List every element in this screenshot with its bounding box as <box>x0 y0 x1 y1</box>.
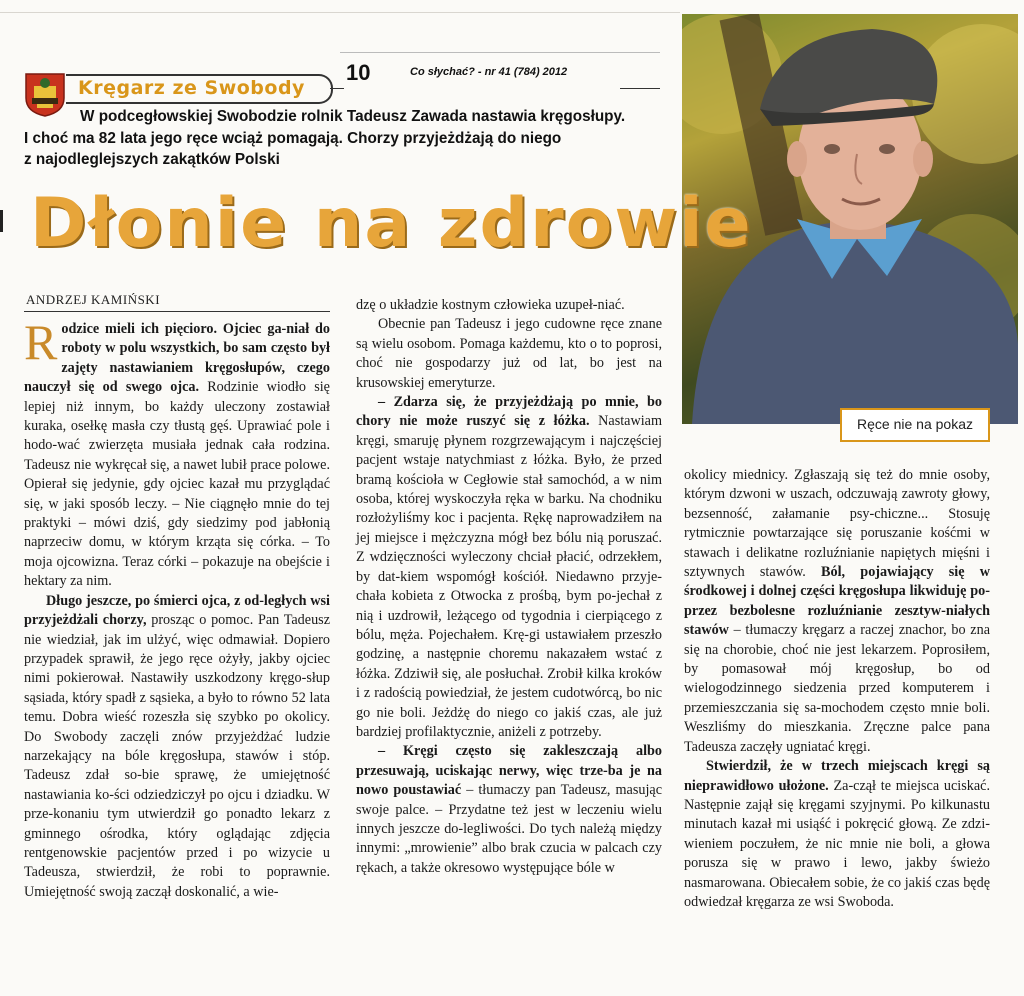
lead-line-3: z najodleglejszych zakątków Polski <box>24 151 280 168</box>
paragraph-text: – tłumaczy pan Tadeusz, masując swoje palce. – Przydatne też jest w leczeniu wielu innych jeszcze do-legliwości. Do tych należą między innymi: „mrowienie” albo brak czucia w palcach czy rękach, a także okresowo występujące bóle w <box>356 782 663 876</box>
paragraph-text: Rodzinie wiodło się lepiej niż innym, bo każdy uleczony zostawiał kuraka, osełkę masła czy tłustą gęś. Uprawiać pole i hodo-wać zwierzęta musiała jednak cała rodzina. Tadeusz nie wykręcał się, a nawet lubił prace polowe. Opierał się jedynie, gdy ojciec kazał mu przyglądać się, w jaki sposób leczy. – Nie ciągnęło mnie do tej praktyki – mówi dziś, gdy siedzimy pod jabłonią naprzeciw domu, w którym krząta się córka. – To moja ojcowizna. Teraz córki – pokazuje na obejście i hektary za nim. <box>24 379 330 590</box>
section-label <box>66 74 333 104</box>
paragraph <box>24 592 330 903</box>
headline: Dłonie na zdrowie <box>30 184 753 263</box>
article-lead <box>24 106 664 171</box>
paragraph <box>356 742 662 878</box>
paragraph <box>356 393 662 742</box>
paragraph: dzę o układzie kostnym człowieka uzupeł-niać. <box>356 297 625 313</box>
article-column-3 <box>684 466 990 912</box>
byline: ANDRZEJ KAMIŃSKI <box>26 292 161 307</box>
byline-rule <box>24 311 330 312</box>
drop-cap: R <box>24 314 58 370</box>
paragraph-text: okolicy miednicy. Zgłaszają się też do mnie osoby, którym dzwoni w uszach, odczuwają zawroty głowy, bezsenność, załamanie psy-chiczne... Stosuję rytmicznie powtarzające się poruszanie kośćmi w stawach i delikatne rozluźnianie napiętych mięśni i sztywnych stawów. <box>684 467 990 581</box>
lead-line-2: I choć ma 82 lata jego ręce wciąż pomagają. Chorzy przyjeżdżają do niego <box>24 129 562 147</box>
paragraph-bold: Długo jeszcze, po śmierci ojca, z od-ległych wsi przyjeżdżali chorzy, <box>24 592 330 629</box>
paragraph-text: prosząc o pomoc. Pan Tadeusz nie wiedział, jak im ulżyć, więc odmawiał. Dopiero przypadek sprawił, że jego ręce ożyły, jakby ojciec nimi pokierował. Nastawiły uszkodzony kręgo-słup sąsiada, który spadł z sąsieka, a było to równo 52 lata temu. Dobra wieść rozeszła się szybko po okolicy. Do Swobody zaczęli znów przyjeżdżać ludzie narzekający na bóle kręgosłupa, stawów i stóp. Tadeusz zdał so-bie sprawę, że umiejętność nastawiania ko-ści odziedziczył po ojcu i dziadku. W prze-konaniu tym utwierdził go ponadto lekarz z gminnego ośrodka, który oglądając zdjęcia rentgenowskie pacjentów przed i po wizycie u Tadeusza, stwierdził, że robi to poprawnie. Umiejętność swoją zaczął doskonalić, a wie- <box>24 612 330 900</box>
paragraph <box>24 314 330 592</box>
paragraph-text: Za-czął te miejsca uciskać. Następnie zajął się kręgami szyjnymi. Po kilkunastu minutach kazał mi usiąść i pokręcić głową. Ze zdzi-wieniem poczułem, że nic mnie nie boli, a głowa porusza się w prawo i lewo, jakby świeżo nasmarowana. Obiecałem sobie, że co jakiś czas będę odwiedzał kręgarza ze wsi Swoboda. <box>684 777 990 910</box>
paragraph-bold: – Zdarza się, że przyjeżdżają po mnie, bo chory nie może ruszyć się z łóżka. <box>356 394 662 430</box>
paragraph <box>684 757 990 912</box>
photo-caption-text: Ręce nie na pokaz <box>857 416 973 432</box>
lead-line-1: W podcegłowskiej Swobodzie rolnik Tadeusz Zawada nastawia kręgosłupy. <box>80 108 626 125</box>
paragraph-bold: – Kręgi często się zakleszczają albo przesuwają, uciskając nerwy, więc trze-ba je na nowo poustawiać <box>356 743 662 799</box>
paragraph-text: – tłumaczy kręgarz a raczej znachor, bo zna się na chorobie, choć nie jest lekarzem. Poprosiłem, by pomasował mój kręgosłup, bo od wielogodzinnego siedzenia przed komputerem i przemieszczania się sa-mochodem często mnie boli. Weszliśmy do mieszkania. Zręczne palce pana Tadeusza zaczęły ugniatać kręgi. <box>684 622 990 755</box>
margin-mark <box>0 210 3 232</box>
paragraph <box>684 466 990 757</box>
page-number: 10 <box>346 60 371 85</box>
article-column-2 <box>356 296 662 878</box>
issue-info: Co słychać? - nr 41 (784) 2012 <box>410 66 568 78</box>
header-rule-right <box>620 88 660 89</box>
photo-caption <box>840 408 990 442</box>
paragraph-text: Nastawiam kręgi, smaruję płynem rozgrzewającym i najczęściej pacjent wstaje natychmiast z łóżka. Było, że przed bramą kościoła w Cegłowie stał samochód, a w nim osoba, której wyskoczyła ręka w barku. Na chodniku rozłożyliśmy koc i pacjenta. Rękę naprowadziłem na jej miejsce i mężczyzna mógł bez bólu nią poruszać. Z wdzięczności wyleczony chciał płacić, odrzekłem, by dat-kiem wspomógł kościół. Niedawno przyje-chała kobieta z Otwocka z prośbą, bym po-jechał z nią i uzdrowił, leżącego od tygodnia i cierpiącego z bólu, męża. Pojechałem. Krę-gi ustawiałem przeszło godzinę, a następnie choremu nakazałem wstać z łóżka. Zdziwił się, ale posłuchał. Zrobił kilka kroków i z radością powiedział, że jestem cudotwórcą, bo nic go nie boli. Jeżdżę do niego co jakiś czas, ale już bardziej profilaktycznie, aniżeli z potrzeby. <box>356 413 663 740</box>
header-top-rule <box>340 52 660 53</box>
header-rule <box>330 88 344 89</box>
paragraph: Obecnie pan Tadeusz i jego cudowne ręce znane są wielu osobom. Pomaga każdemu, kto o to poprosi, choć nie gospodarzy już od lat, bo jest na krusowskiej emeryturze. <box>356 316 662 391</box>
article-column-1 <box>24 314 330 902</box>
paragraph-bold: Ból, pojawiający się w środkowej i dolnej części kręgosłupa likwiduję po-przez bezbolesne rozluźnianie zesztyw-niałych stawów <box>684 564 990 639</box>
top-border <box>0 12 680 13</box>
paragraph-bold: odzice mieli ich pięcioro. Ojciec ga-niał do roboty w polu wszystkich, bo sam często był zajęty nastawianiem kręgosłupów, czego nauczył się od swego ojca. <box>24 321 330 396</box>
section-title: Kręgarz ze Swobody <box>78 77 305 99</box>
paragraph-bold: Stwierdził, że w trzech miejscach kręgi są nieprawidłowo ułożone. <box>684 758 990 794</box>
